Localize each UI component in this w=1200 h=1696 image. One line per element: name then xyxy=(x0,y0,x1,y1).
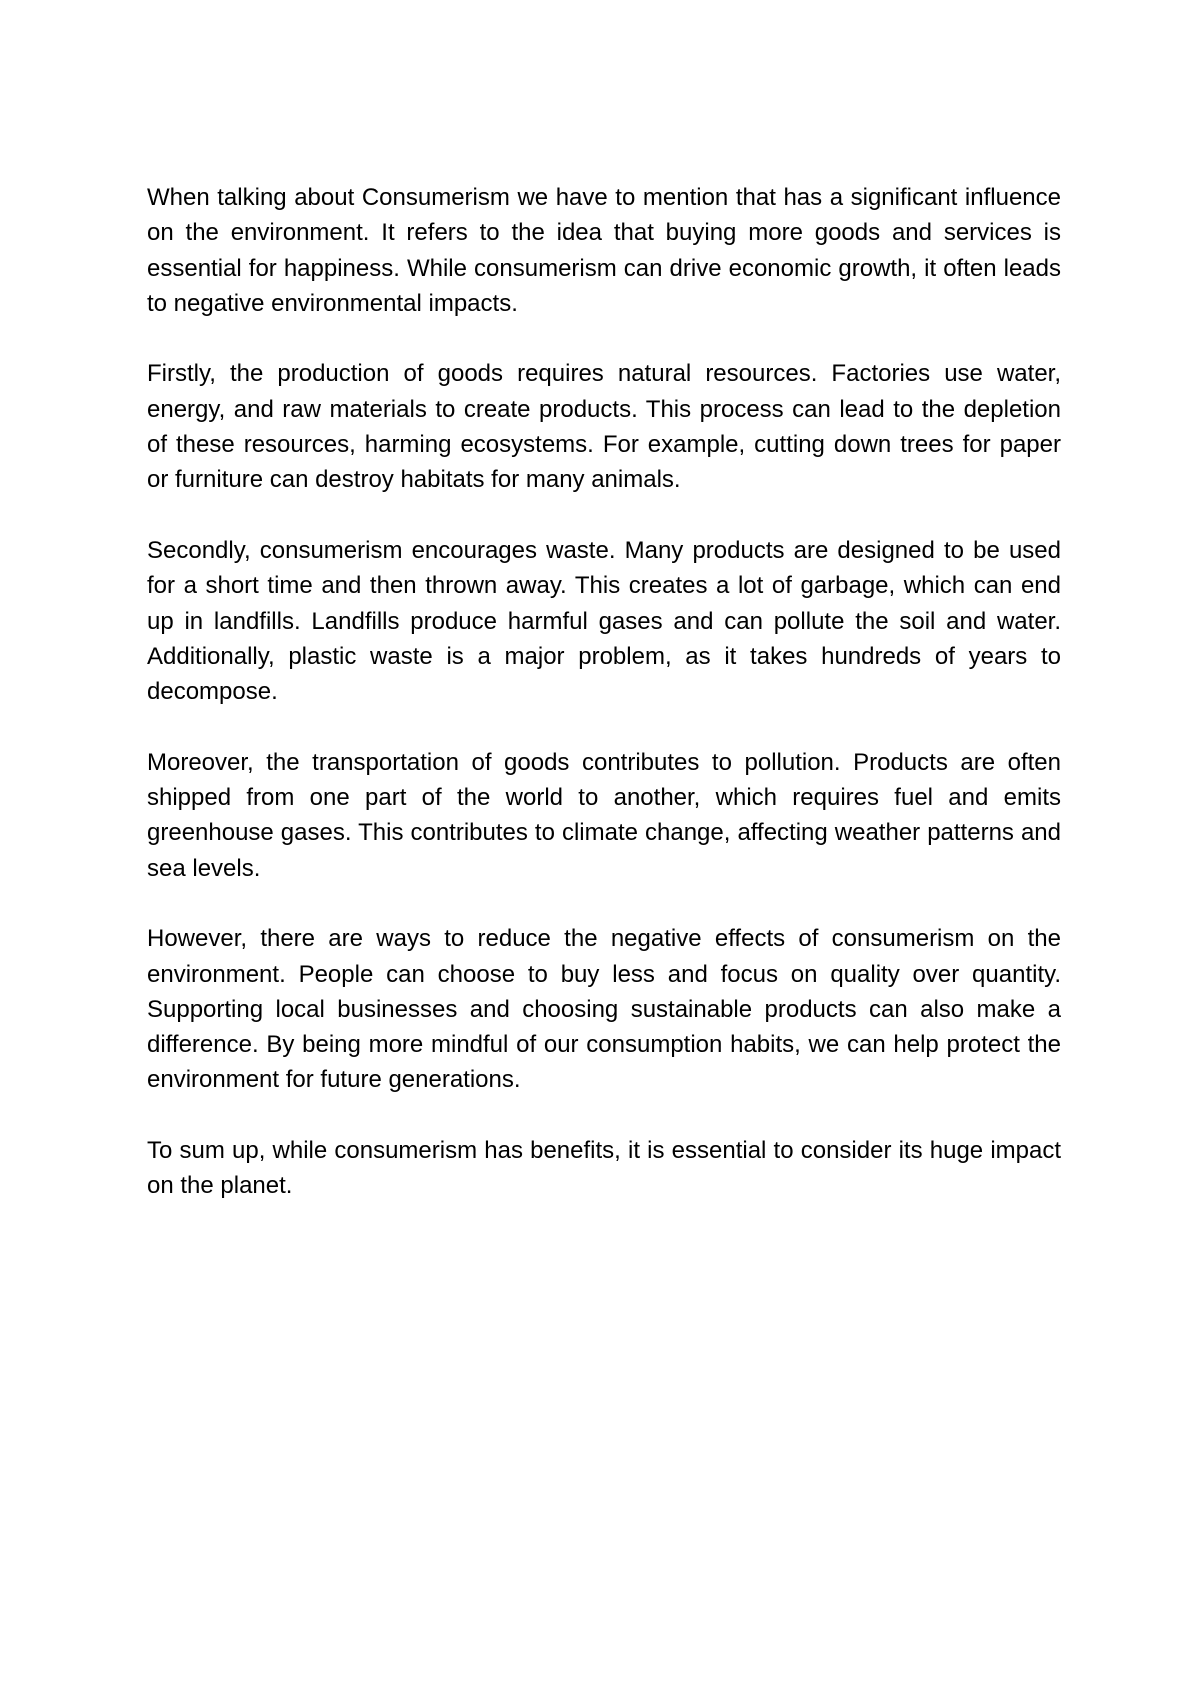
paragraph-solutions: However, there are ways to reduce the negative effects of consumerism on the environment. People can choose to buy less and focus on quality over quantity. Supporting local businesses and choosing sustainable products can also make a difference. By being more mindful of our consumption habits, we can help protect the environment for future generations. xyxy=(147,925,1061,1094)
paragraph-waste: Secondly, consumerism encourages waste. Many products are designed to be used for a short time and then thrown away. This creates a lot of garbage, which can end up in landfills. Landfills produce harmful gases and can pollute the soil and water. Additionally, plastic waste is a major problem, as it takes hundreds of years to decompose. xyxy=(147,536,1061,706)
paragraph-conclusion: To sum up, while consumerism has benefits, it is essential to consider its huge impact on the planet. xyxy=(147,1137,1061,1200)
document-body xyxy=(147,180,1061,1239)
paragraph-introduction: When talking about Consumerism we have to mention that has a significant influence on the environment. It refers to the idea that buying more goods and services is essential for happiness. While consumerism can drive economic growth, it often leads to negative environmental impacts. xyxy=(147,184,1061,317)
paragraph-natural-resources: Firstly, the production of goods requires natural resources. Factories use water, energy, and raw materials to create products. This process can lead to the depletion of these resources, harming ecosystems. For example, cutting down trees for paper or furniture can destroy habitats for many animals. xyxy=(147,360,1061,494)
paragraph-transportation: Moreover, the transportation of goods contributes to pollution. Products are often shipped from one part of the world to another, which requires fuel and emits greenhouse gases. This contributes to climate change, affecting weather patterns and sea levels. xyxy=(147,748,1061,882)
